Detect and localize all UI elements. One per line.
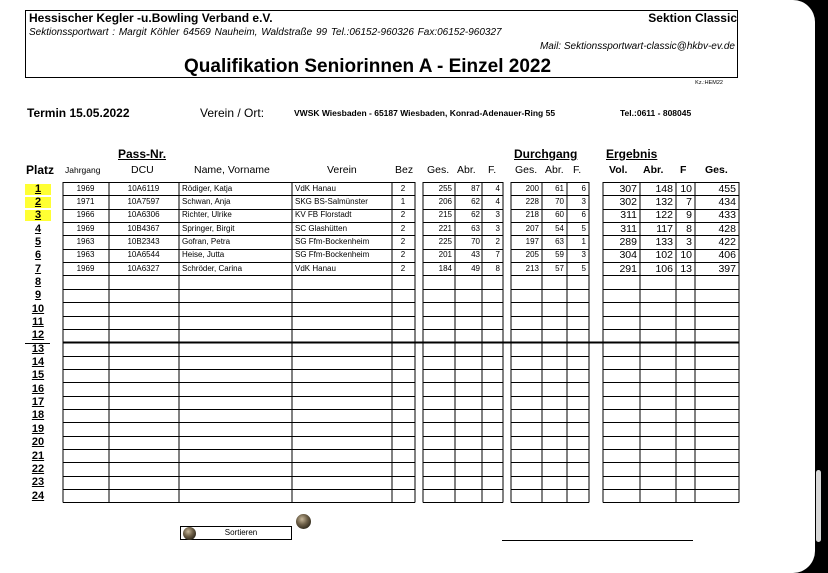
place-number: 24 [31,489,45,502]
cell-bez: 2 [400,183,406,193]
cell-a1: 49 [471,263,480,273]
cell-name: Schwan, Anja [182,196,231,206]
cell-g1: 255 [438,183,452,193]
venue-address: VWSK Wiesbaden - 65187 Wiesbaden, Konrad-Adenauer-Ring 55 [294,108,556,118]
cell-a2: 57 [555,263,564,273]
cell-jahrgang: 1966 [76,210,95,220]
contact-line: Sektionssportwart : Margit Köhler 64569 Nauheim, Waldstraße 99 Tel.:06152-960326 Fax:06152-960327 [29,27,502,38]
cell-jahrgang: 1969 [76,183,95,193]
place-number: 11 [32,316,44,328]
cell-jahrgang: 1963 [76,250,95,260]
cell-f1: 3 [495,223,500,233]
cell-g2: 200 [525,183,539,193]
place-number: 19 [31,422,45,435]
place-number: 16 [31,382,45,395]
cell-jahrgang: 1969 [76,223,95,233]
cell-ges: 397 [718,262,736,275]
signature-line [502,540,693,541]
place-number: 5 [34,235,42,248]
cell-a1: 62 [471,196,480,206]
place-number: 8 [34,275,42,288]
cell-ges: 406 [718,249,736,262]
col-abr-1: Abr. [457,164,476,176]
col-platz: Platz [26,163,55,177]
cell-ges: 455 [718,182,736,195]
col-abr-2: Abr. [545,164,564,176]
cell-vol: 304 [619,249,637,262]
place-number: 7 [34,262,42,275]
cell-dcu: 10A7597 [127,196,160,206]
cell-vol: 311 [620,209,637,222]
col-ergebnis: Ergebnis [606,147,658,161]
cell-vol: 302 [619,195,637,208]
place-number: 14 [31,356,45,369]
cell-a2: 54 [555,223,564,233]
cell-dcu: 10A6327 [127,263,160,273]
col-verein: Verein [327,164,357,176]
cell-f1: 4 [495,183,500,193]
cell-bez: 2 [400,250,406,260]
col-ges-1: Ges. [427,164,450,176]
cell-f2: 3 [581,196,586,206]
place-number: 3 [25,210,51,221]
ball-icon[interactable] [296,514,311,529]
mail-line: Mail: Sektionssportwart-classic@hkbv-ev.de [539,41,735,52]
cell-f2: 5 [581,263,586,273]
cell-g2: 218 [525,210,539,220]
cell-g2: 197 [525,236,539,246]
cell-f2: 5 [581,223,586,233]
cell-f: 8 [686,222,692,235]
section-name: Sektion Classic [648,11,737,25]
place-number: 2 [25,197,51,208]
cell-a2: 60 [555,210,564,220]
place-number: 17 [31,396,45,409]
cell-dcu: 10B2343 [127,236,160,246]
cell-f: 13 [680,262,692,275]
cell-jahrgang: 1963 [76,236,95,246]
cell-abr: 148 [655,182,673,195]
cell-g2: 213 [525,263,539,273]
cell-verein: VdK Hanau [295,263,336,273]
col-abr-result: Abr. [643,164,664,176]
cell-a1: 43 [471,250,480,260]
col-ges-result: Ges. [705,164,728,176]
cell-ges: 428 [718,222,736,235]
col-bez: Bez [395,164,414,176]
cell-abr: 132 [655,195,673,208]
cell-a2: 61 [555,183,564,193]
cell-f: 10 [680,182,692,195]
cell-verein: SKG BS-Salmünster [295,196,368,206]
cell-a2: 59 [555,250,564,260]
cell-f1: 3 [495,210,500,220]
scrollbar[interactable] [816,470,821,542]
cell-f1: 8 [495,263,500,273]
cell-f2: 6 [581,183,586,193]
cell-dcu: 10A6306 [127,210,160,220]
cell-g1: 221 [438,223,452,233]
cell-abr: 133 [655,235,673,248]
cell-f1: 2 [495,236,500,246]
cell-ges: 422 [718,235,736,248]
cell-f2: 6 [581,210,586,220]
cell-name: Schröder, Carina [182,263,243,273]
cell-jahrgang: 1969 [76,263,95,273]
cell-jahrgang: 1971 [76,196,95,206]
cell-g2: 207 [525,223,539,233]
cell-a1: 63 [471,223,480,233]
place-number: 18 [31,409,45,422]
place-number: 9 [34,289,42,302]
cell-g1: 206 [438,196,452,206]
place-number: 13 [31,342,45,355]
cell-dcu: 10B4367 [127,223,160,233]
cell-abr: 102 [655,249,673,262]
cell-a1: 87 [471,183,480,193]
cell-verein: SG Ffm-Bockenheim [295,250,370,260]
place-number: 12 [31,329,45,342]
cell-verein: VdK Hanau [295,183,336,193]
cell-a1: 62 [471,210,480,220]
cell-vol: 307 [619,182,637,195]
cell-abr: 106 [655,262,673,275]
form-code: Kz.:HEM22 [695,80,723,86]
cell-f: 9 [686,209,692,222]
cell-bez: 2 [400,236,406,246]
cell-vol: 289 [619,235,637,248]
cell-verein: SC Glashütten [295,223,348,233]
place-number: 21 [31,449,45,462]
col-name: Name, Vorname [194,164,270,176]
place-number: 22 [31,462,45,475]
cell-dcu: 10A6544 [127,250,160,260]
org-name: Hessischer Kegler -u.Bowling Verband e.V. [29,11,273,25]
cell-verein: SG Ffm-Bockenheim [295,236,370,246]
cell-dcu: 10A6119 [127,183,160,193]
cell-a1: 70 [471,236,480,246]
cell-abr: 117 [656,222,673,235]
sort-button[interactable]: Sortieren [180,526,292,540]
cell-f2: 1 [581,236,586,246]
place-number: 6 [34,249,42,262]
cell-a2: 63 [555,236,564,246]
place-number: 15 [31,369,45,382]
col-f-1: F. [488,164,497,176]
cell-g1: 184 [438,263,452,273]
cell-f: 3 [686,235,692,248]
cell-f: 10 [680,249,692,262]
cell-ges: 434 [718,195,736,208]
place-number: 10 [31,302,45,315]
cell-g1: 201 [438,250,452,260]
col-f-2: F. [573,164,582,176]
cell-g1: 225 [438,236,452,246]
cell-name: Heise, Jutta [182,250,225,260]
place-number: 4 [34,222,42,235]
cell-name: Richter, Ulrike [182,210,232,220]
cell-g2: 228 [525,196,539,206]
cell-f1: 4 [495,196,500,206]
col-dcu: DCU [131,164,154,176]
cell-bez: 1 [400,196,406,206]
cell-g1: 215 [438,210,452,220]
cell-a2: 70 [555,196,564,206]
col-f-result: F [680,164,687,176]
place-number: 1 [25,184,51,195]
cell-f2: 3 [581,250,586,260]
col-vol: Vol. [609,164,628,176]
cell-ges: 433 [718,209,736,222]
place-number: 20 [31,436,45,449]
cell-f1: 7 [495,250,500,260]
cell-verein: KV FB Florstadt [295,210,352,220]
page-title: Qualifikation Seniorinnen A - Einzel 2022 [184,56,552,77]
venue-phone: Tel.:0611 - 808045 [620,108,692,118]
cell-bez: 2 [400,263,406,273]
cell-vol: 311 [620,222,637,235]
cell-vol: 291 [619,262,637,275]
cell-g2: 205 [525,250,539,260]
cell-bez: 2 [400,210,406,220]
event-date: Termin 15.05.2022 [27,106,130,120]
col-passnr: Pass-Nr. [118,147,167,161]
cell-name: Springer, Birgit [182,223,235,233]
col-durchgang: Durchgang [514,147,578,161]
cell-bez: 2 [400,223,406,233]
cell-abr: 122 [655,209,673,222]
cell-name: Rödiger, Katja [182,183,233,193]
sort-ball-icon [183,527,196,540]
place-number: 23 [31,476,45,489]
cell-name: Gofran, Petra [182,236,231,246]
col-ges-2: Ges. [515,164,538,176]
venue-label: Verein / Ort: [200,106,265,120]
col-jahrgang: Jahrgang [65,165,101,175]
cell-f: 7 [686,195,692,208]
